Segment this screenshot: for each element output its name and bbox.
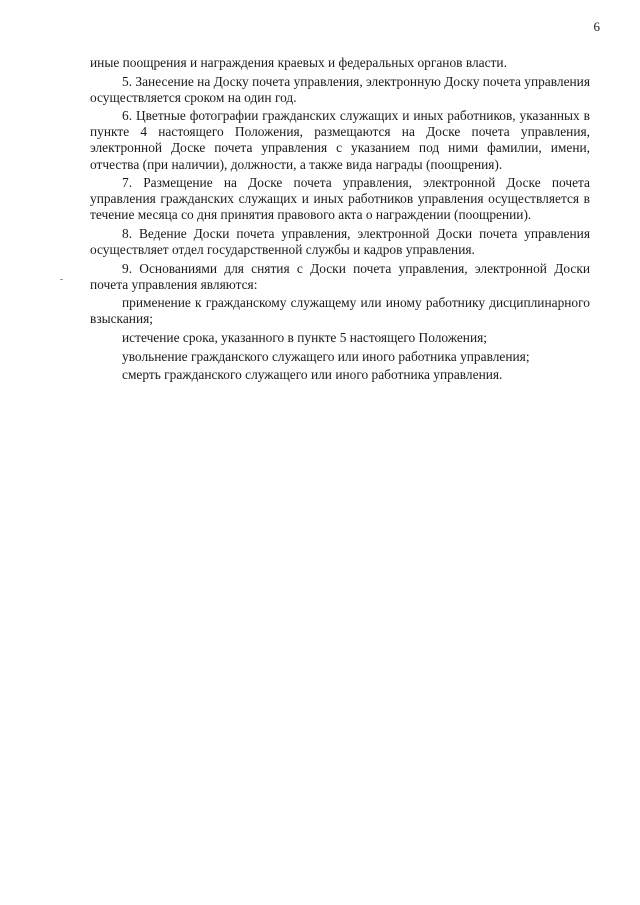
paragraph-continuation: иные поощрения и награждения краевых и федеральных органов власти.	[90, 55, 507, 70]
paragraph-8: 8. Ведение Доски почета управления, электронной Доски почета управления осуществляет отдел государственной службы и кадров управления.	[90, 225, 590, 258]
paragraph-6: 6. Цветные фотографии гражданских служащих и иных работников, указанных в пункте 4 настоящего Положения, размещаются на Доске почета управления, электронной Доске почета управления с указанием под ними фамилии, имени, отчества (при наличии), должности, а также вида награды (поощрения).	[90, 108, 590, 172]
paragraph-5: 5. Занесение на Доску почета управления, электронную Доску почета управления осуществляется сроком на один год.	[90, 73, 591, 105]
document-body	[90, 55, 590, 386]
list-item: смерть гражданского служащего или иного работника управления.	[122, 367, 503, 383]
paragraph-7: 7. Размещение на Доске почета управления, электронной Доске почета управления гражданских служащих и иных работников управления осуществляется в течение месяца со дня принятия правового акта о награждении (поощрении).	[90, 175, 590, 223]
margin-mark	[60, 279, 63, 280]
list-item: применение к гражданскому служащему или иному работнику дисциплинарного взыскания;	[90, 295, 590, 327]
page-number: 6	[593, 19, 600, 34]
list-item: увольнение гражданского служащего или иного работника управления;	[122, 348, 530, 364]
list-item: истечение срока, указанного в пункте 5 настоящего Положения;	[122, 330, 488, 345]
paragraph-9: 9. Основаниями для снятия с Доски почета управления, электронной Доски почета управления являются:	[90, 260, 590, 292]
